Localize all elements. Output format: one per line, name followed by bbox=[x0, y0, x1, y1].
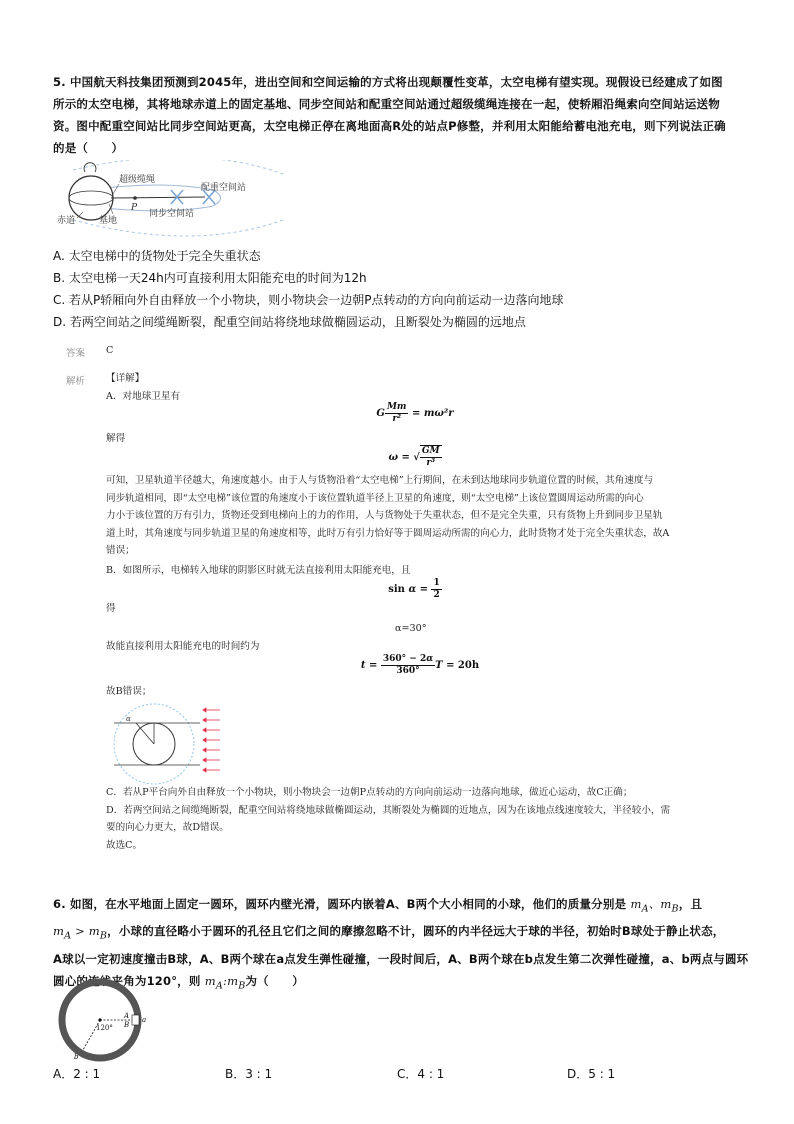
svg-text:α: α bbox=[126, 715, 131, 723]
q6-option-b[interactable]: B．3 : 1 bbox=[225, 1067, 273, 1081]
label-A: A bbox=[124, 1012, 130, 1020]
time-equation: t = $\frac{360^\circ - 2\alpha}{360^\circ}$ T = 20h bbox=[360, 654, 480, 676]
get-text: 得 bbox=[106, 603, 116, 614]
q5-stem bbox=[53, 71, 753, 159]
conclusion: 故选C。 bbox=[106, 839, 143, 851]
label-B: B bbox=[124, 1021, 130, 1029]
q5-stem-line: 所示的太空电梯，其将地球赤道上的固定基地、同步空间站和配重空间站通过超级缆绳连接在一起，使轿厢沿绳索向空间站运送物 bbox=[53, 97, 720, 111]
point-p bbox=[133, 196, 137, 200]
q6-line4b: 为（ ） bbox=[245, 973, 304, 988]
q6-line1a: 6. 如图，在水平地面上固定一圆环，圆环内壁光滑，圆环内嵌着A、B两个大小相同的小球，他们的质量分别是 bbox=[53, 897, 627, 911]
detail-heading: 【详解】 bbox=[106, 373, 145, 384]
q5-option-c[interactable]: C. 若从P轿厢向外自由释放一个小物块，则小物块会一边朝P点转动的方向向前运动一边落向地球 bbox=[53, 293, 564, 307]
q6-line4a: 圆心的连线夹角为120°，则 bbox=[53, 973, 201, 988]
q5-stem-line: 资。图中配重空间站比同步空间站更高，太空电梯正停在离地面高R处的站点P修整，并利用太阳能给蓄电池充电，则下列说法正确 bbox=[53, 119, 726, 133]
a-explanation bbox=[106, 472, 726, 560]
c-text: C．若从P平台向外自由释放一个小物块，则小物块会一边朝P点转动的方向向前运动一边落向地球，做近心运动，故C正确； bbox=[106, 787, 633, 798]
q6-stem-line: 圆心的连线夹角为120°，则 $m_A:m_B$为（ ） bbox=[53, 973, 304, 991]
q5-option-b[interactable]: B. 太空电梯一天24h内可直接利用太阳能充电的时间为12h bbox=[53, 271, 367, 285]
label-cable: 超级缆绳 bbox=[119, 175, 156, 185]
q5-stem-line: 5. 中国航天科技集团预测到2045年，进出空间和空间运输的方式将出现颠覆性变革，太空电梯有望实现。现假设已经建成了如图 bbox=[53, 75, 723, 89]
q5-options bbox=[53, 245, 773, 333]
q6-stem-line: 6. 如图，在水平地面上固定一圆环，圆环内壁光滑，圆环内嵌着A、B两个大小相同的小球，他们的质量分别是 $m_A$、$m_B$，且 bbox=[53, 897, 703, 915]
q6-line1b: ，且 bbox=[678, 897, 703, 911]
solve-text: 解得 bbox=[106, 433, 126, 444]
gravity-equation: G $\frac{Mm}{\text{r²}}$ = mω²r bbox=[376, 402, 454, 424]
label-base: 基地 bbox=[99, 216, 118, 226]
space-elevator-figure bbox=[53, 160, 293, 246]
a-text-line: 错误； bbox=[106, 545, 135, 557]
shadow-figure bbox=[108, 700, 228, 788]
balls-ab-icon bbox=[132, 1015, 139, 1025]
analysis-label: 解析 bbox=[66, 376, 86, 387]
label-a: a bbox=[142, 1016, 147, 1024]
a-title: A．对地球卫星有 bbox=[106, 391, 181, 402]
q5-option-a[interactable]: A. 太空电梯中的货物处于完全失重状态 bbox=[53, 249, 261, 263]
q6-option-c[interactable]: C．4 : 1 bbox=[397, 1067, 445, 1081]
cd-explanation bbox=[106, 784, 726, 854]
q6-option-a[interactable]: A．2 : 1 bbox=[53, 1067, 101, 1081]
a-text-line: 道上时，其角速度与同步轨道卫星的角速度相等，此时万有引力恰好等于圆周运动所需的向心力，此时货物才处于完全失重状态，故A bbox=[106, 527, 670, 539]
b-wrong: 故B错误； bbox=[106, 686, 152, 697]
q6-stem-line: $m_A > m_B$，小球的直径略小于圆环的孔径且它们之间的摩擦忽略不计，圆环的内半径远大于球的半径，初始时B球处于静止状态， bbox=[53, 924, 725, 942]
a-text-line: 可知，卫星轨道半径越大，角速度越小。由于人与货物沿着“太空电梯”上行期间，在未到达地球同步轨道位置的时候，其角速度与 bbox=[106, 475, 654, 486]
answer-label: 答案 bbox=[66, 348, 86, 359]
q6-option-d[interactable]: D．5 : 1 bbox=[567, 1067, 616, 1081]
earth-icon bbox=[69, 176, 113, 220]
q6-stem-line: A球以一定初速度撞击B球，A、B两个球在a点发生弹性碰撞，一段时间后，A、B两个球在b点发生第二次弹性碰撞，a、b两点与圆环 bbox=[53, 951, 749, 966]
label-counterweight: 配重空间站 bbox=[201, 183, 247, 193]
sunlight-arrows-icon bbox=[203, 708, 220, 772]
omega-equation: ω = √ $\frac{GM}{\text{r³}}$ bbox=[388, 446, 440, 468]
answer-value: C bbox=[106, 345, 114, 356]
label-p: P bbox=[131, 203, 138, 213]
sin-alpha-equation: sin α = $\frac{1}{2}$ bbox=[388, 578, 440, 600]
label-sync: 同步空间站 bbox=[149, 209, 195, 219]
b-text1: B．如图所示，电梯转入地球的阴影区时就无法直接利用太阳能充电，且 bbox=[106, 565, 411, 576]
label-equator: 赤道 bbox=[57, 216, 76, 226]
d-text-line: 要的向心力更大，故D错误。 bbox=[106, 822, 229, 834]
d-text-line: D．若两空间站之间缆绳断裂，配重空间站将绕地球做椭圆运动，其断裂处为椭圆的近地点，因为在该地点线速度较大，半径较小，需 bbox=[106, 804, 671, 816]
q6-line2b: ，小球的直径略小于圆环的孔径且它们之间的摩擦忽略不计，圆环的内半径远大于球的半径，初始时B球处于静止状态， bbox=[107, 924, 725, 939]
a-text-line: 同步轨道相同，即“太空电梯”该位置的角速度小于该位置轨道半径上卫星的角速度，则“太空电梯”上该位置圆周运动所需的向心 bbox=[106, 492, 644, 504]
b-text2: 故能直接利用太阳能充电的时间约为 bbox=[106, 641, 260, 652]
label-b: b bbox=[74, 1053, 79, 1061]
q6-stem bbox=[53, 893, 763, 997]
a-text-line: 力小于该位置的万有引力，货物还受到电梯向上的力的作用，人与货物处于失重状态，但不是完全失重，只有货物上升到同步卫星轨 bbox=[106, 510, 663, 522]
alpha-value: α=30° bbox=[395, 623, 427, 634]
q5-stem-line: 的是（ ） bbox=[53, 141, 124, 155]
q5-option-d[interactable]: D. 若两空间站之间缆绳断裂，配重空间站将绕地球做椭圆运动，且断裂处为椭圆的远地点 bbox=[53, 315, 526, 329]
ring-figure bbox=[56, 978, 156, 1062]
angle-label: 120° bbox=[96, 1024, 113, 1032]
